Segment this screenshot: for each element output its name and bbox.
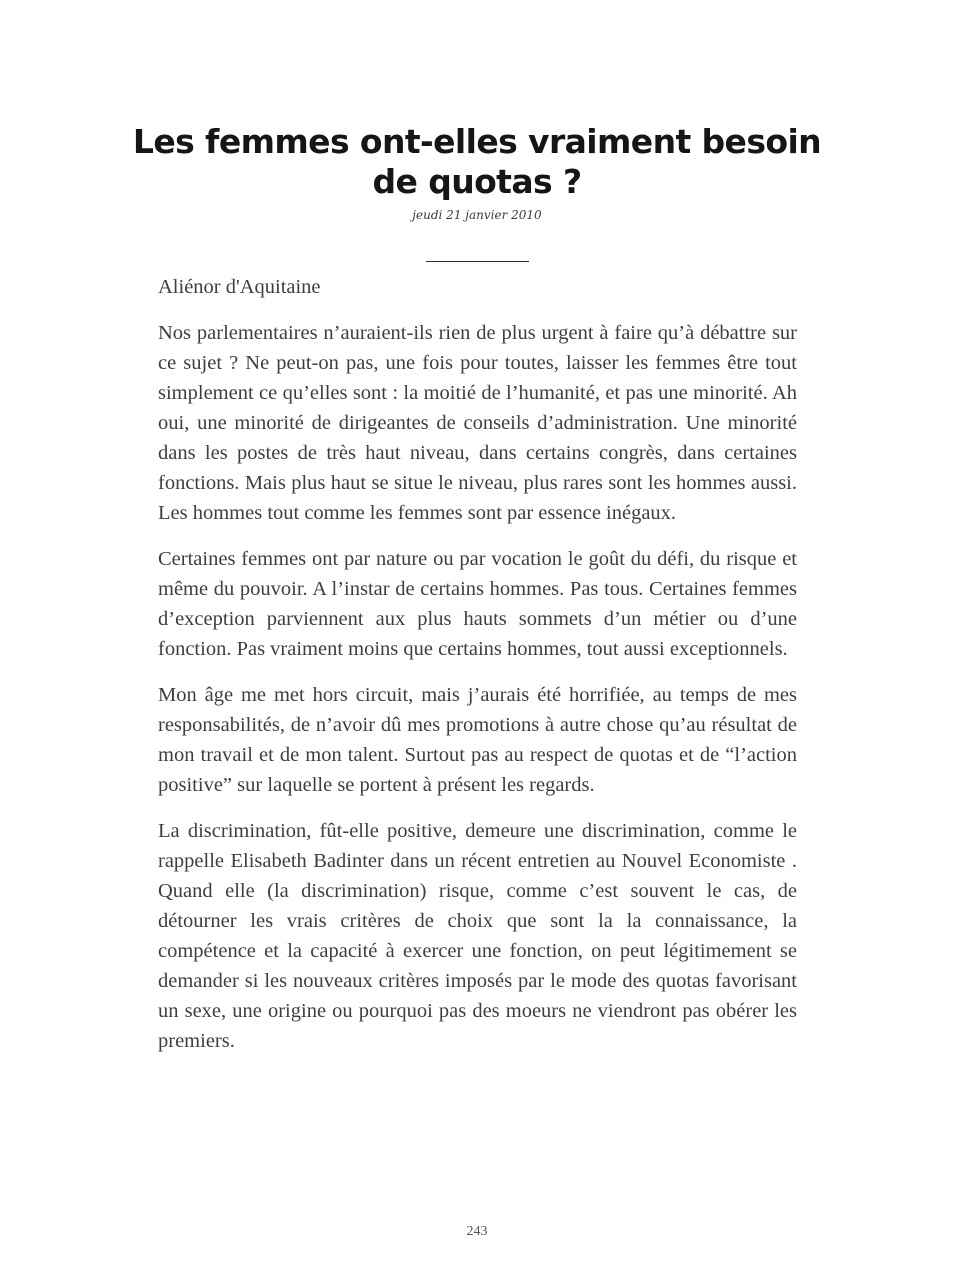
paragraph-1: Nos parlementaires n’auraient-ils rien de plus urgent à faire qu’à débattre sur ce sujet ? Ne peut-on pas, une fois pour toutes, laisser les femmes être tout simplement ce qu’elles sont : la moitié de l’humanité, et pas une minorité. Ah oui, une minorité de dirigeantes de conseils d’administration. Une minorité dans les postes de très haut niveau, dans certains congrès, dans certaines fonctions. Mais plus haut se situe le niveau, plus rares sont les hommes aussi. Les hommes tout comme les femmes sont par essence inégaux. (158, 322, 797, 524)
paragraph-4: La discrimination, fût-elle positive, demeure une discrimination, comme le rappelle Elisabeth Badinter dans un récent entretien au Nouvel Economiste . Quand elle (la discrimination) risque, comme c’est souvent le cas, de détourner les vrais critères de choix que sont la la connaissance, la compétence et la capacité à exercer une fonction, on peut légitimement se demander si les nouveaux critères imposés par le mode des quotas favorisant un sexe, une origine ou pourquoi pas des moeurs ne viendront pas obérer les premiers. (158, 820, 797, 1052)
paragraph-2: Certaines femmes ont par nature ou par vocation le goût du défi, du risque et même du pouvoir. A l’instar de certains hommes. Pas tous. Certaines femmes d’exception parviennent aux plus hauts sommets d’un métier ou d’une fonction. Pas vraiment moins que certains hommes, tout aussi exceptionnels. (158, 548, 797, 660)
page-number: 243 (466, 1224, 488, 1239)
publication-date: jeudi 21 janvier 2010 (412, 208, 542, 222)
paragraph-3: Mon âge me met hors circuit, mais j’aurais été horrifiée, au temps de mes responsabilités, de n’avoir dû mes promotions à autre chose qu’au résultat de mon travail et de mon talent. Surtout pas au respect de quotas et de “l’action positive” sur laquelle se portent à présent les regards. (158, 684, 797, 796)
page-title: Les femmes ont-elles vraiment besoin de quotas ? (132, 122, 822, 201)
article-body (158, 272, 797, 1072)
author-name: Aliénor d'Aquitaine (158, 276, 321, 298)
title-divider (426, 261, 529, 262)
